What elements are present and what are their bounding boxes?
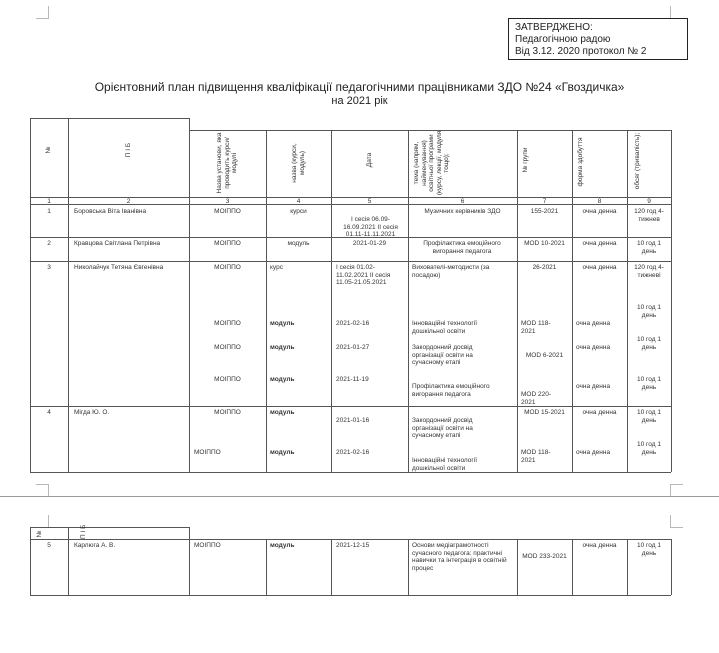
course-volume: 10 год 1 день	[637, 409, 661, 424]
study-form: очна денна	[576, 344, 611, 351]
row-number: 5	[47, 542, 51, 549]
document-title: Орієнтовний план підвищення кваліфікації педагогічними працівниками ЗДО №24 «Гвоздичка»	[94, 80, 625, 94]
course-topic: Музичних керівників ЗДО	[424, 208, 501, 215]
person-name: Мігда Ю. О.	[74, 409, 110, 416]
course-type: модуль	[270, 320, 295, 327]
person-name: Карлюга А. В.	[74, 542, 116, 549]
approval-stamp	[508, 18, 688, 60]
approval-line: Від 3.12. 2020 протокол № 2	[515, 46, 647, 57]
course-volume: 10 год 1 день	[637, 336, 661, 351]
course-date: 2021-02-16	[336, 449, 370, 456]
course-date: І сесія 01.02-11.02.2021 ІІ сесія 11.05-21.05.2021	[336, 264, 391, 286]
page-break-line	[0, 496, 719, 497]
column-header: Дата	[366, 152, 373, 168]
course-volume: 120 год 4-тижневі	[634, 264, 664, 279]
course-topic: Закордонний досвід організації освіти на сучасному етапі	[412, 344, 473, 366]
course-type: модуль	[270, 449, 295, 456]
study-form: очна денна	[582, 264, 617, 271]
row-number: 2	[47, 240, 51, 247]
course-volume: 10 год 1 день	[637, 542, 661, 557]
group-number: МОD 6-2021	[525, 352, 564, 359]
org-name: МОІППО	[214, 240, 241, 247]
column-number: 2	[126, 198, 131, 205]
course-topic: Профілактика емоційного вигорання педагога	[423, 240, 501, 255]
course-type: модуль	[270, 542, 295, 549]
course-date: І сесія 06.09-16.09.2021 ІІ сесія 01.11-11.11.2021	[343, 216, 398, 238]
column-header: №	[45, 146, 52, 154]
study-form: очна денна	[576, 320, 611, 327]
course-topic: Профілактика емоційного вигорання педагога	[412, 383, 490, 398]
study-form: очна денна	[582, 542, 617, 549]
column-number: 6	[460, 198, 465, 205]
course-date: 2021-01-27	[336, 344, 370, 351]
column-header: назва (курси, модуль)	[291, 143, 306, 183]
group-number: МОD 15-2021	[524, 409, 565, 416]
study-form: очна денна	[576, 383, 611, 390]
org-name: МОІППО	[214, 264, 241, 271]
org-name: МОІППО	[214, 344, 241, 351]
course-date: 2021-11-19	[336, 376, 369, 383]
person-name: Кравцова Світлана Петрівна	[74, 240, 161, 247]
approval-line: Педагогічною радою	[515, 34, 611, 45]
org-name: МОІППО	[194, 449, 221, 456]
course-topic: Основи медіаграмотності сучасного педагога: практичні навички та інтеграція в освітній процес	[412, 542, 507, 572]
column-header: форма здобуття	[577, 137, 584, 187]
course-topic: Закордонний досвід організації освіти на сучасному етапі	[412, 417, 473, 439]
column-header: №	[36, 530, 43, 538]
course-type: курси	[290, 208, 307, 215]
column-header: П І Б	[80, 524, 87, 539]
course-topic: Інноваційні технології дошкільної освіти	[412, 457, 478, 472]
group-number: МОD 10-2021	[524, 240, 565, 247]
group-number: 26-2021	[532, 264, 557, 271]
study-form: очна денна	[582, 240, 617, 247]
column-header: П І Б	[125, 142, 132, 158]
row-number: 4	[47, 409, 51, 416]
course-volume: 10 год 1 день	[637, 441, 661, 456]
course-type: модуль	[270, 409, 295, 416]
course-topic: Вихователі-методисти (за посадою)	[412, 264, 490, 279]
course-date: 2021-02-16	[336, 320, 370, 327]
org-name: МОІППО	[214, 376, 241, 383]
org-name: МОІППО	[214, 208, 241, 215]
row-number: 1	[47, 208, 51, 215]
group-number: МОD 220-2021	[521, 391, 551, 406]
course-type: модуль	[270, 376, 295, 383]
column-number: 4	[296, 198, 301, 205]
column-number: 9	[647, 198, 651, 205]
column-number: 8	[597, 198, 602, 205]
row-number: 3	[47, 264, 51, 271]
course-type: модуль	[287, 240, 310, 247]
study-form: очна денна	[576, 449, 611, 456]
course-volume: 10 год 1 день	[637, 376, 661, 391]
group-number: МОD 118-2021	[521, 449, 551, 464]
study-form: очна денна	[582, 409, 617, 416]
page-corner-mark	[670, 515, 683, 528]
course-volume: 10 год 1 день	[637, 240, 661, 255]
column-header: Назва установи, яка проводить курси/ модулі	[216, 132, 238, 194]
group-number: МОD 233-2021	[522, 553, 567, 560]
group-number: МОD 118-2021	[521, 320, 551, 335]
course-date: 2021-12-15	[336, 542, 370, 549]
course-topic: Інноваційні технології дошкільної освіти	[412, 320, 478, 335]
column-number: 1	[47, 198, 51, 205]
person-name: Николайчук Тетяна Євгенівна	[74, 264, 164, 271]
page-corner-mark	[36, 6, 49, 19]
org-name: МОІППО	[214, 320, 241, 327]
course-type: модуль	[270, 344, 295, 351]
study-form: очна денна	[582, 208, 617, 215]
column-number: 5	[367, 198, 372, 205]
course-volume: 10 год 1 день	[637, 304, 661, 319]
course-volume: 120 год 4-тижнев	[634, 208, 664, 223]
course-date: 2021-01-16	[336, 417, 370, 424]
approval-line: ЗАТВЕРДЖЕНО:	[515, 22, 593, 33]
column-header: обсяг (тривалість);	[634, 132, 641, 190]
person-name: Боровська Віта Іванівна	[74, 208, 147, 215]
column-header: № групи	[522, 147, 529, 173]
org-name: МОІППО	[194, 542, 221, 549]
org-name: МОІППО	[214, 409, 241, 416]
course-type: курс	[270, 264, 283, 271]
column-number: 7	[542, 198, 547, 205]
column-header: тема (напрям, найменування) освітньої програми (курсу, лекції, модуля тощо);	[413, 130, 450, 196]
document-subtitle: на 2021 рік	[331, 95, 388, 107]
column-number: 3	[225, 198, 230, 205]
group-number: 155-2021	[530, 208, 559, 215]
course-date: 2021-01-29	[352, 240, 387, 247]
